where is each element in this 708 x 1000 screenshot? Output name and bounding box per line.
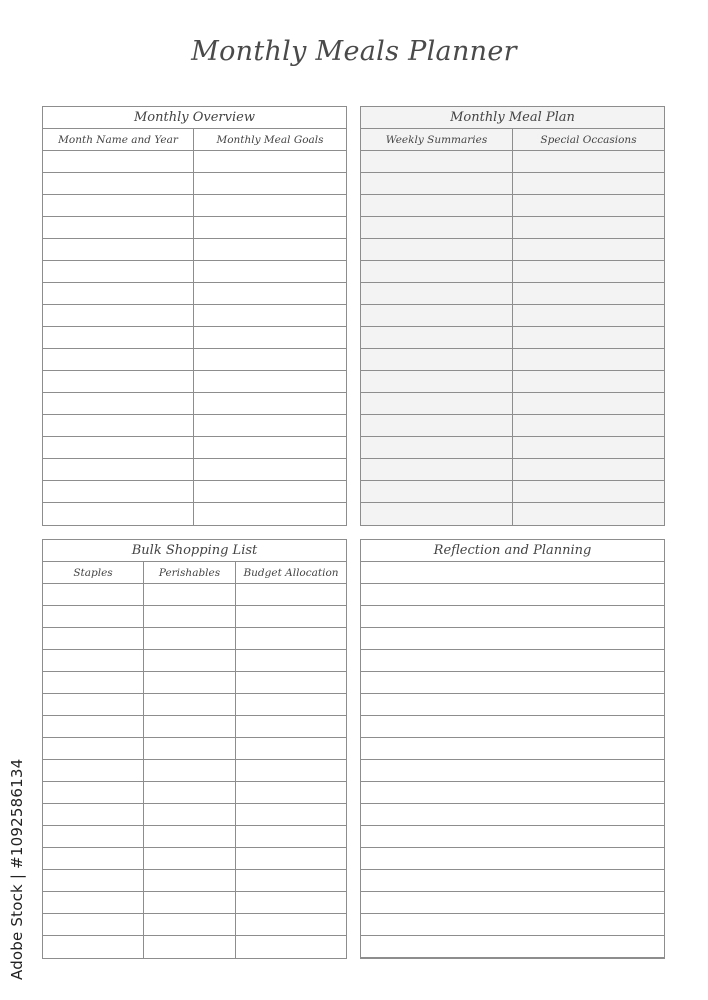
table-cell[interactable] [43,584,144,606]
monthly-overview-panel [42,106,347,526]
table-cell[interactable] [513,327,664,349]
table-cell[interactable] [194,173,346,195]
table-cell[interactable] [43,914,144,936]
table-cell[interactable] [361,195,513,217]
table-cell[interactable] [144,870,236,892]
table-cell[interactable] [43,606,144,628]
table-cell[interactable] [43,217,194,239]
writing-line[interactable] [361,804,664,826]
table-cell[interactable] [513,305,664,327]
table-cell[interactable] [236,870,346,892]
table-cell[interactable] [144,650,236,672]
table-cell[interactable] [43,173,194,195]
table-cell[interactable] [43,327,194,349]
table-cell[interactable] [43,716,144,738]
table-cell[interactable] [361,261,513,283]
table-cell[interactable] [361,393,513,415]
table-cell[interactable] [43,826,144,848]
table-cell[interactable] [43,415,194,437]
table-cell[interactable] [194,459,346,481]
table-cell[interactable] [43,804,144,826]
bulk-shopping-list-panel [42,539,347,959]
table-cell[interactable] [144,826,236,848]
table-cell[interactable] [43,672,144,694]
writing-line[interactable] [361,672,664,694]
table-cell[interactable] [144,628,236,650]
writing-line[interactable] [361,738,664,760]
writing-line[interactable] [361,892,664,914]
table-cell[interactable] [194,393,346,415]
table-cell[interactable] [236,760,346,782]
table-cell[interactable] [513,393,664,415]
monthly-overview-table [43,129,346,525]
table-cell[interactable] [144,760,236,782]
table-cell[interactable] [361,481,513,503]
table-cell[interactable] [43,760,144,782]
table-cell[interactable] [513,371,664,393]
table-cell[interactable] [43,481,194,503]
table-cell[interactable] [43,503,194,525]
table-cell[interactable] [144,804,236,826]
writing-line[interactable] [361,826,664,848]
table-cell[interactable] [236,826,346,848]
table-cell[interactable] [194,415,346,437]
table-cell[interactable] [43,371,194,393]
stock-id-watermark: Adobe Stock | #1092586134 [8,758,26,980]
table-cell[interactable] [513,349,664,371]
table-cell[interactable] [361,437,513,459]
writing-line[interactable] [361,936,664,958]
table-cell[interactable] [43,870,144,892]
table-cell[interactable] [361,415,513,437]
table-cell[interactable] [236,672,346,694]
monthly-meal-plan-title: Monthly Meal Plan [361,107,664,129]
column-header: Special Occasions [513,129,664,151]
table-cell[interactable] [513,239,664,261]
table-cell[interactable] [194,217,346,239]
table-cell[interactable] [361,217,513,239]
table-cell[interactable] [194,327,346,349]
table-cell[interactable] [43,782,144,804]
table-cell[interactable] [194,283,346,305]
table-cell[interactable] [43,195,194,217]
writing-line[interactable] [361,562,664,584]
table-cell[interactable] [194,151,346,173]
table-cell[interactable] [43,305,194,327]
table-cell[interactable] [236,584,346,606]
writing-line[interactable] [361,628,664,650]
table-cell[interactable] [194,481,346,503]
table-cell[interactable] [43,239,194,261]
table-cell[interactable] [513,261,664,283]
table-cell[interactable] [144,914,236,936]
table-cell[interactable] [43,437,194,459]
table-cell[interactable] [236,848,346,870]
table-cell[interactable] [43,738,144,760]
table-cell[interactable] [236,694,346,716]
monthly-meal-plan-table [361,129,664,525]
table-cell[interactable] [194,349,346,371]
table-cell[interactable] [236,650,346,672]
writing-line[interactable] [361,650,664,672]
table-cell[interactable] [361,371,513,393]
table-cell[interactable] [361,305,513,327]
table-cell[interactable] [144,848,236,870]
table-cell[interactable] [43,892,144,914]
table-cell[interactable] [361,327,513,349]
bulk-shopping-list-title: Bulk Shopping List [43,540,346,562]
table-cell[interactable] [144,892,236,914]
table-cell[interactable] [236,892,346,914]
table-cell[interactable] [236,936,346,958]
table-cell[interactable] [43,650,144,672]
table-cell[interactable] [144,716,236,738]
table-cell[interactable] [43,936,144,958]
writing-line[interactable] [361,848,664,870]
reflection-and-planning-panel [360,539,665,959]
table-cell[interactable] [236,804,346,826]
writing-line[interactable] [361,870,664,892]
table-cell[interactable] [513,415,664,437]
table-cell[interactable] [513,283,664,305]
table-cell[interactable] [236,782,346,804]
monthly-meal-plan-panel [360,106,665,526]
table-cell[interactable] [361,173,513,195]
writing-line[interactable] [361,606,664,628]
table-cell[interactable] [513,481,664,503]
table-cell[interactable] [513,459,664,481]
table-cell[interactable] [236,914,346,936]
column-header: Staples [43,562,144,584]
column-header: Budget Allocation [236,562,346,584]
table-cell[interactable] [513,151,664,173]
table-cell[interactable] [361,283,513,305]
table-cell[interactable] [361,151,513,173]
table-cell[interactable] [513,503,664,525]
table-cell[interactable] [236,606,346,628]
table-cell[interactable] [236,716,346,738]
table-cell[interactable] [144,936,236,958]
table-cell[interactable] [43,393,194,415]
table-cell[interactable] [43,848,144,870]
bulk-shopping-list-table [43,562,346,958]
table-cell[interactable] [144,584,236,606]
page-title: Monthly Meals Planner [191,36,517,67]
table-cell[interactable] [513,173,664,195]
table-cell[interactable] [513,195,664,217]
table-cell[interactable] [144,738,236,760]
table-cell[interactable] [194,195,346,217]
table-cell[interactable] [236,738,346,760]
column-header: Monthly Meal Goals [194,129,346,151]
table-cell[interactable] [194,239,346,261]
table-cell[interactable] [43,628,144,650]
table-cell[interactable] [194,305,346,327]
writing-line[interactable] [361,760,664,782]
column-header: Month Name and Year [43,129,194,151]
table-cell[interactable] [361,503,513,525]
writing-line[interactable] [361,914,664,936]
table-cell[interactable] [43,283,194,305]
reflection-lines [361,562,664,958]
writing-line[interactable] [361,716,664,738]
table-cell[interactable] [43,151,194,173]
table-cell[interactable] [43,261,194,283]
table-cell[interactable] [144,694,236,716]
table-cell[interactable] [194,261,346,283]
reflection-and-planning-title: Reflection and Planning [361,540,664,562]
table-cell[interactable] [43,349,194,371]
table-cell[interactable] [513,217,664,239]
table-cell[interactable] [43,694,144,716]
table-cell[interactable] [144,672,236,694]
column-header: Weekly Summaries [361,129,513,151]
table-cell[interactable] [236,628,346,650]
table-cell[interactable] [194,503,346,525]
writing-line[interactable] [361,584,664,606]
table-cell[interactable] [513,437,664,459]
table-cell[interactable] [361,239,513,261]
column-header: Perishables [144,562,236,584]
table-cell[interactable] [361,459,513,481]
writing-line[interactable] [361,782,664,804]
table-cell[interactable] [144,606,236,628]
monthly-overview-title: Monthly Overview [43,107,346,129]
table-cell[interactable] [361,349,513,371]
table-cell[interactable] [194,371,346,393]
table-cell[interactable] [194,437,346,459]
table-cell[interactable] [144,782,236,804]
writing-line[interactable] [361,694,664,716]
table-cell[interactable] [43,459,194,481]
